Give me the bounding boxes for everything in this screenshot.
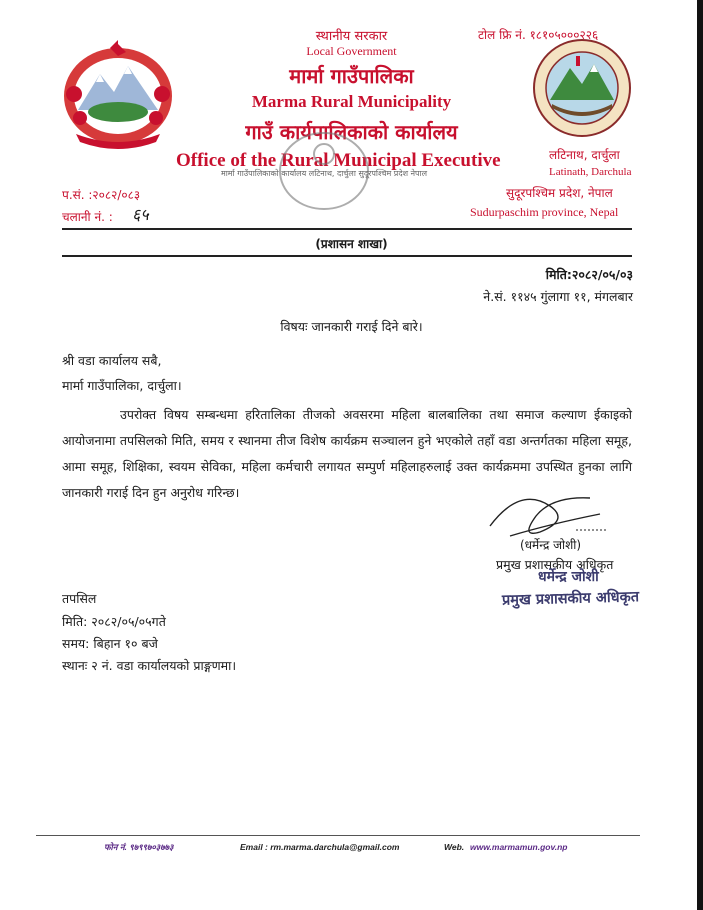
stamp-signatory-name: धर्मेन्द्र जोशी (538, 569, 599, 585)
address-devanagari: लटिनाथ, दार्चुला (549, 148, 620, 162)
header-rule-top (62, 228, 632, 230)
details-heading: तपसिल (62, 591, 97, 606)
muni-english: Marma Rural Municipality (251, 92, 452, 111)
signatory-title: प्रमुख प्रशासकीय अधिकृत (496, 557, 614, 572)
toll-free-number: टोल फ्रि नं. १८१०५०००२२६ (478, 28, 599, 42)
footer-website: www.marmamun.gov.np (470, 842, 568, 852)
recipient-line-1: श्री वडा कार्यालय सबै, (62, 353, 162, 368)
signatory-name: (धर्मेन्द्र जोशी) (520, 538, 582, 552)
details-date: मिति: २०८२/०५/०५गते (62, 614, 166, 629)
dispatch-number: ६५ (132, 205, 149, 224)
stamp-signatory-title: प्रमुख प्रशासकीय अधिकृत (501, 589, 640, 609)
footer-rule (36, 835, 640, 836)
footer-web-label: Web. (444, 842, 465, 852)
stamp-text: मार्मा गाउँपालिकाको कार्यालय लटिनाथ, दार्चुला सुदूरपश्चिम प्रदेश नेपाल (220, 169, 428, 178)
recipient-line-2: मार्मा गाउँपालिका, दार्चुला। (62, 378, 182, 393)
letter-body-paragraph: उपरोक्त विषय सम्बन्धमा हरितालिका तीजको अवसरमा महिला बालबालिका तथा समाज कल्याण ईकाइको आयोजनामा तपसिलको मिति, समय र स्थानमा तीज विशेष कार्यक्रम सञ्चालन हुने भएकोले तहाँ वडा अन्तर्गतका महिला समूह, आमा समूह, शिक्षिका, स्वयम सेविका, महिला कर्मचारी लगायत सम्पुर्ण महिलाहरुलाई उक्त कार्यक्रममा उपस्थित हुनका लागि जानकारी गराई दिन हुन अनुरोध गरिन्छ। (62, 407, 632, 500)
footer-email: Email : rm.marma.darchula@gmail.com (240, 842, 400, 852)
office-devanagari: गाउँ कार्यपालिकाको कार्यालय (245, 120, 458, 144)
address-english: Latinath, Darchula (549, 166, 632, 178)
gov-devanagari: स्थानीय सरकार (315, 29, 388, 44)
gov-english: Local Government (306, 44, 397, 58)
details-time: समय: बिहान १० बजे (62, 636, 158, 651)
muni-devanagari: मार्मा गाउँपालिका (289, 64, 414, 88)
letter-subject: विषयः जानकारी गराई दिने बारे। (280, 319, 423, 334)
branch-label: (प्रशासन शाखा) (315, 237, 388, 251)
office-english: Office of the Rural Municipal Executive (176, 150, 501, 171)
reference-number: प.सं. :२०८२/०८३ (62, 188, 141, 202)
letter-date: मिति:२०८२/०५/०३ (545, 267, 633, 282)
province-devanagari: सुदूरपश्चिम प्रदेश, नेपाल (506, 186, 613, 200)
header-rule-bottom (62, 255, 632, 257)
dispatch-label: चलानी नं. : (62, 210, 113, 224)
province-english: Sudurpaschim province, Nepal (470, 205, 619, 219)
details-place: स्थानः २ नं. वडा कार्यालयको प्राङ्गणमा। (62, 658, 237, 673)
footer-phone: फोन नं. ९७९९७०३७७३ (104, 842, 174, 852)
nepal-sambat-date: ने.सं. ११४५ गुंलागा ११, मंगलबार (483, 289, 633, 304)
